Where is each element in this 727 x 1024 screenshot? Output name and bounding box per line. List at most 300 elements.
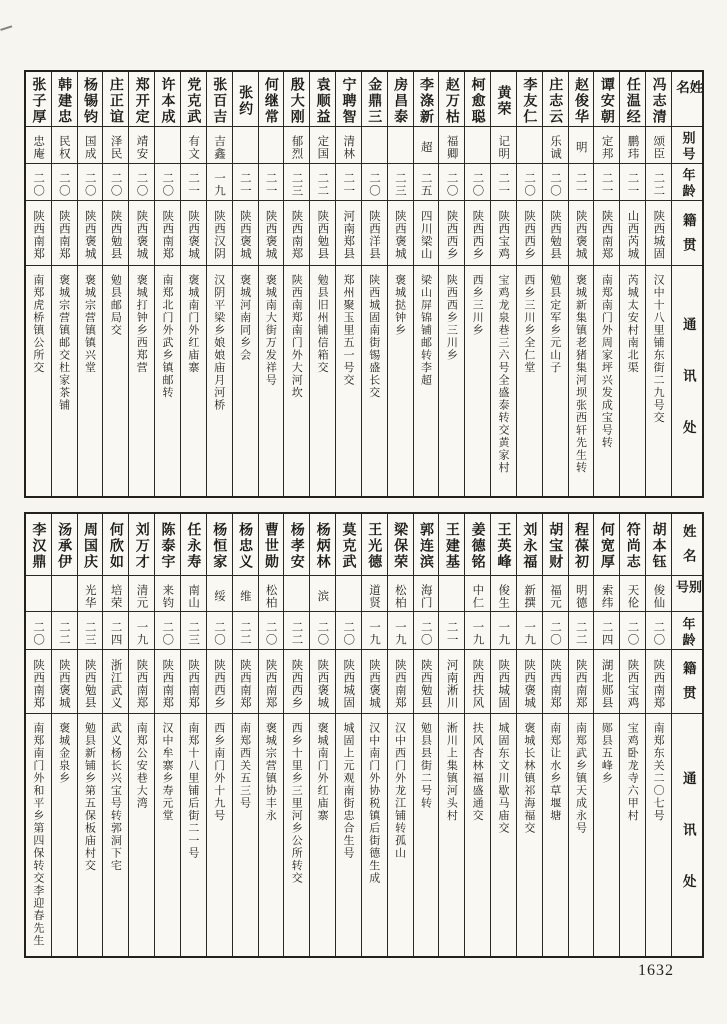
entry-age-cell	[259, 612, 284, 650]
entry-address-cell	[26, 266, 51, 496]
entry-origin-cell	[129, 201, 154, 266]
entry-name-cell	[362, 514, 387, 576]
entry-alias: 民权	[57, 135, 72, 160]
entry-age-cell	[491, 164, 516, 201]
entry-name-cell	[491, 514, 516, 576]
entry-alias: 道贤	[368, 583, 383, 609]
entry-alias-cell	[129, 127, 154, 164]
entry-age-cell	[620, 612, 645, 650]
entry-origin: 陕西洋县	[368, 210, 383, 260]
bottom-header-column	[671, 514, 702, 956]
entry-name-cell	[543, 514, 568, 576]
header-address-cell	[672, 266, 702, 496]
entry-age: 二〇	[109, 172, 124, 197]
register-entry-column	[335, 72, 361, 496]
entry-alias: 滨	[316, 589, 331, 603]
entry-name-cell	[336, 72, 361, 127]
entry-age: 二二	[238, 620, 253, 646]
entry-name-cell	[594, 514, 619, 576]
entry-age: 二〇	[445, 172, 460, 197]
entry-origin: 陕西褒城	[187, 210, 202, 260]
entry-alias-cell	[129, 576, 154, 612]
entry-age: 二〇	[135, 172, 150, 197]
entry-origin: 陕西南郑	[264, 658, 279, 709]
entry-address: 汉中南门外协税镇后街德生成	[367, 722, 381, 885]
entry-origin: 湖北郧县	[600, 658, 615, 709]
entry-name: 李汉鼎	[30, 522, 47, 570]
entry-age-cell	[362, 612, 387, 650]
entry-name-cell	[543, 72, 568, 127]
entry-name-cell	[388, 514, 413, 576]
entry-origin: 陕西勉县	[109, 210, 124, 260]
entry-alias: 俊仙	[652, 583, 667, 609]
entry-age: 一九	[368, 620, 383, 646]
entry-alias-cell	[284, 127, 309, 164]
entry-age: 二〇	[419, 620, 434, 646]
entry-age: 二一	[238, 172, 253, 197]
entry-alias-cell	[646, 127, 671, 164]
entry-alias: 天伦	[626, 583, 641, 609]
entry-age: 二〇	[161, 172, 176, 197]
entry-alias-cell	[310, 127, 335, 164]
entry-origin-cell	[646, 650, 671, 714]
entry-age: 二〇	[368, 172, 383, 197]
entry-address: 褒城打钟乡西郑营	[135, 274, 149, 374]
entry-alias: 松柏	[264, 583, 279, 609]
entry-age-cell	[181, 612, 206, 650]
entry-age: 二〇	[471, 172, 486, 197]
entry-alias-cell	[26, 127, 51, 164]
entry-name-cell	[259, 72, 284, 127]
entry-address: 南郑东关二〇七号	[652, 722, 666, 822]
entry-address-cell	[414, 266, 439, 496]
entry-name-cell	[207, 72, 232, 127]
entry-name-cell	[465, 72, 490, 127]
entry-origin-cell	[620, 201, 645, 266]
entry-name: 莫克武	[340, 522, 357, 570]
entry-address: 汉阴平梁乡娘娘庙月河桥	[212, 274, 226, 412]
entry-age: 二〇	[32, 172, 47, 197]
entry-origin: 陕西南郑	[32, 658, 47, 709]
entry-name: 符尚志	[624, 522, 641, 570]
register-entry-column	[645, 514, 671, 956]
entry-address: 武义杨长兴宝号转郭洞下宅	[109, 722, 123, 872]
entry-name-cell	[646, 72, 671, 127]
entry-alias: 定邦	[600, 135, 615, 160]
register-entry-column	[361, 514, 387, 956]
entry-alias: 乐诚	[548, 135, 563, 160]
entry-age: 二〇	[652, 620, 667, 646]
entry-age-cell	[181, 164, 206, 201]
register-entry-column	[568, 72, 594, 496]
entry-origin-cell	[103, 650, 128, 714]
entry-alias: 超	[419, 141, 434, 154]
entry-alias: 清林	[342, 135, 357, 160]
entry-address: 南郑虎桥镇公所交	[31, 274, 45, 374]
entry-origin-cell	[181, 650, 206, 714]
entry-name-cell	[439, 72, 464, 127]
entry-origin: 陕西褒城	[135, 210, 150, 260]
entry-origin: 陕西南郑	[290, 210, 305, 260]
entry-name: 张子厚	[30, 76, 47, 125]
entry-address-cell	[155, 714, 180, 956]
top-register-table	[24, 70, 704, 498]
entry-origin: 陕西南郑	[135, 658, 150, 709]
entry-name-cell	[414, 514, 439, 576]
entry-origin-cell	[594, 650, 619, 714]
entry-age: 二一	[574, 172, 589, 197]
entry-origin-cell	[543, 650, 568, 714]
entry-age: 二一	[626, 172, 641, 197]
entry-name: 张百吉	[211, 76, 228, 125]
register-entry-column	[51, 514, 77, 956]
entry-alias-cell	[103, 576, 128, 612]
entry-name: 庄志云	[547, 76, 564, 125]
entry-age: 一九	[523, 620, 538, 646]
entry-origin: 陕西城固	[652, 210, 667, 260]
entry-address-cell	[620, 266, 645, 496]
entry-alias: 泽民	[109, 135, 124, 160]
entry-alias: 颂臣	[652, 135, 667, 160]
entry-age: 二二	[290, 620, 305, 646]
entry-address-cell	[439, 714, 464, 956]
entry-alias-cell	[155, 576, 180, 612]
entry-address: 西乡三川乡	[471, 274, 485, 337]
entry-age-cell	[439, 612, 464, 650]
entry-alias: 新撰	[523, 583, 538, 609]
entry-origin-cell	[284, 650, 309, 714]
entry-origin-cell	[569, 201, 594, 266]
entry-age-cell	[594, 612, 619, 650]
entry-address-cell	[646, 714, 671, 956]
entry-age-cell	[78, 164, 103, 201]
entry-name: 杨忠义	[237, 522, 254, 570]
entry-address-cell	[388, 266, 413, 496]
entry-age-cell	[569, 612, 594, 650]
entry-name: 党克武	[185, 76, 202, 125]
entry-origin-cell	[491, 650, 516, 714]
entry-alias: 记明	[497, 135, 512, 160]
entry-address-cell	[129, 266, 154, 496]
entry-name: 刘永福	[521, 522, 538, 570]
entry-address-cell	[310, 266, 335, 496]
entry-address-cell	[103, 266, 128, 496]
entry-age: 二二	[574, 620, 589, 646]
entry-address: 汉中十八里铺东街二九号交	[652, 274, 666, 424]
entry-age-cell	[155, 612, 180, 650]
entry-alias-cell	[310, 576, 335, 612]
entry-origin-cell	[259, 650, 284, 714]
entry-name-cell	[26, 72, 51, 127]
entry-age: 二〇	[264, 620, 279, 646]
register-entry-column	[619, 514, 645, 956]
entry-origin: 陕西汉阴	[212, 210, 227, 260]
entry-name: 金鼎三	[366, 76, 383, 125]
register-entry-column	[51, 72, 77, 496]
entry-origin: 陕西南郑	[652, 658, 667, 709]
entry-address: 扶风杏林福盛通交	[471, 722, 485, 822]
register-entry-column	[26, 514, 51, 956]
entry-address: 西乡十里乡三里河乡公所转交	[290, 722, 304, 885]
entry-origin-cell	[388, 201, 413, 266]
entry-name: 许本成	[159, 76, 176, 125]
entry-age-cell	[103, 164, 128, 201]
entry-name: 刘万才	[133, 522, 150, 570]
entry-name-cell	[181, 514, 206, 576]
register-entry-column	[180, 72, 206, 496]
entry-age: 二二	[316, 172, 331, 197]
entry-name: 梁保荣	[392, 522, 409, 570]
entry-name-cell	[26, 514, 51, 576]
entry-age: 一九	[497, 620, 512, 646]
entry-origin: 陕西褒城	[393, 210, 408, 260]
entry-address-cell	[259, 714, 284, 956]
entry-name: 王建基	[443, 522, 460, 570]
register-entry-column	[593, 514, 619, 956]
entry-address-cell	[465, 266, 490, 496]
header-name-label: 姓名	[673, 80, 702, 105]
entry-alias: 忠庵	[32, 135, 47, 160]
entry-name-cell	[620, 514, 645, 576]
entry-address-cell	[465, 714, 490, 956]
entry-name: 庄正谊	[107, 76, 124, 125]
entry-alias-cell	[207, 127, 232, 164]
entry-alias: 郁烈	[290, 135, 305, 160]
entry-name: 任温经	[624, 76, 641, 125]
entry-origin: 陕西南郑	[187, 658, 202, 709]
entry-address-cell	[52, 266, 77, 496]
entry-origin: 陕西西乡	[212, 658, 227, 709]
entry-origin: 陕西褒城	[57, 658, 72, 709]
entry-name-cell	[414, 72, 439, 127]
entry-origin-cell	[155, 201, 180, 266]
register-entry-column	[438, 72, 464, 496]
entry-age-cell	[646, 164, 671, 201]
entry-age-cell	[26, 164, 51, 201]
entry-address: 淅川上集镇河头村	[445, 722, 459, 822]
register-entry-column	[102, 72, 128, 496]
entry-age-cell	[310, 164, 335, 201]
register-entry-column	[516, 514, 542, 956]
entry-address: 褒城南大街万发祥号	[264, 274, 278, 387]
entry-name: 周国庆	[82, 522, 99, 570]
entry-origin: 陕西南郑	[238, 658, 253, 709]
entry-address: 褒城南门外红庙寨	[186, 274, 200, 374]
entry-alias-cell	[336, 127, 361, 164]
register-entry-column	[387, 514, 413, 956]
register-entry-column	[77, 72, 103, 496]
entry-alias-cell	[543, 127, 568, 164]
entry-origin-cell	[439, 650, 464, 714]
entry-name: 宁聘智	[340, 76, 357, 125]
entry-address: 勉县县街二号转	[419, 722, 433, 810]
entry-name: 任永寿	[185, 522, 202, 570]
entry-alias-cell	[233, 127, 258, 164]
entry-name-cell	[465, 514, 490, 576]
entry-address-cell	[569, 714, 594, 956]
entry-address-cell	[543, 266, 568, 496]
header-name-cell	[672, 514, 702, 576]
entry-address-cell	[78, 714, 103, 956]
entry-origin-cell	[517, 650, 542, 714]
entry-address: 城固东文川歇马庙交	[497, 722, 511, 835]
entry-origin-cell	[465, 201, 490, 266]
entry-name: 杨炳林	[314, 522, 331, 570]
entry-alias-cell	[543, 576, 568, 612]
entry-name: 赵俊华	[573, 76, 590, 125]
entry-age-cell	[336, 612, 361, 650]
entry-origin: 陕西西乡	[445, 210, 460, 260]
header-origin-cell	[672, 650, 702, 714]
entry-age: 二一	[264, 172, 279, 197]
entry-age-cell	[594, 164, 619, 201]
entry-age: 二〇	[548, 172, 563, 197]
entry-address-cell	[336, 714, 361, 956]
header-age-label: 年龄	[679, 168, 695, 200]
entry-age: 二三	[83, 620, 98, 646]
entry-address-cell	[207, 714, 232, 956]
entry-name-cell	[181, 72, 206, 127]
register-entry-column	[232, 514, 258, 956]
entry-age-cell	[439, 164, 464, 201]
entry-alias: 松柏	[393, 583, 408, 609]
entry-origin-cell	[414, 201, 439, 266]
register-entry-column	[309, 514, 335, 956]
header-alias-label: 别号	[679, 131, 695, 163]
entry-age-cell	[517, 164, 542, 201]
entry-origin-cell	[103, 201, 128, 266]
register-entry-column	[154, 514, 180, 956]
entry-alias-cell	[26, 576, 51, 612]
entry-name-cell	[388, 72, 413, 127]
entry-origin: 河南郑县	[342, 210, 357, 260]
entry-address-cell	[491, 714, 516, 956]
entry-name-cell	[259, 514, 284, 576]
entry-origin: 陕西城固	[497, 658, 512, 709]
entry-alias-cell	[594, 127, 619, 164]
entry-age-cell	[646, 612, 671, 650]
entry-alias: 吉鑫	[212, 135, 227, 160]
header-name-cell	[672, 72, 702, 127]
entry-alias: 索纬	[600, 583, 615, 609]
entry-age: 二一	[342, 172, 357, 197]
entry-name-cell	[52, 514, 77, 576]
entry-alias-cell	[620, 127, 645, 164]
entry-alias: 国成	[83, 135, 98, 160]
entry-age: 二一	[497, 172, 512, 197]
entry-age-cell	[52, 612, 77, 650]
entry-age: 一九	[471, 620, 486, 646]
entry-age: 一九	[393, 620, 408, 646]
entry-alias: 维	[238, 589, 253, 603]
entry-address-cell	[284, 714, 309, 956]
entry-name: 殷大刚	[288, 76, 305, 125]
entry-alias: 培荣	[109, 583, 124, 609]
register-entry-column	[26, 72, 51, 496]
entry-name: 何继常	[262, 76, 279, 125]
entry-age-cell	[543, 612, 568, 650]
entry-name: 张约	[237, 84, 254, 117]
entry-origin: 山西芮城	[626, 210, 641, 260]
entry-name-cell	[233, 514, 258, 576]
header-address-label: 通讯处	[679, 770, 696, 926]
entry-origin-cell	[26, 650, 51, 714]
entry-address: 陕西城固南街锡盛长交	[367, 274, 381, 399]
entry-origin-cell	[594, 201, 619, 266]
entry-address-cell	[594, 714, 619, 956]
entry-name: 胡本钰	[650, 522, 667, 570]
header-address-cell	[672, 714, 702, 956]
entry-age-cell	[388, 612, 413, 650]
entry-age: 二〇	[548, 620, 563, 646]
entry-age: 二二	[652, 172, 667, 197]
entry-alias: 明德	[574, 583, 589, 609]
register-entry-column	[464, 72, 490, 496]
entry-name-cell	[78, 514, 103, 576]
entry-name: 王英峰	[495, 522, 512, 570]
entry-origin-cell	[336, 201, 361, 266]
entry-name: 谭安朝	[598, 76, 615, 125]
entry-age-cell	[155, 164, 180, 201]
entry-alias-cell	[362, 576, 387, 612]
entry-name: 赵万枯	[443, 76, 460, 125]
page-number: 1632	[638, 962, 674, 979]
header-alias-cell	[672, 576, 702, 612]
entry-address-cell	[517, 266, 542, 496]
entry-age: 二三	[187, 620, 202, 646]
entry-origin-cell	[181, 201, 206, 266]
entry-age-cell	[465, 612, 490, 650]
register-entry-column	[490, 72, 516, 496]
entry-origin-cell	[465, 650, 490, 714]
entry-address-cell	[259, 266, 284, 496]
entry-origin-cell	[362, 201, 387, 266]
entry-alias-cell	[259, 127, 284, 164]
entry-origin: 陕西勉县	[548, 210, 563, 260]
entry-age: 一九	[212, 172, 227, 197]
entry-address-cell	[181, 266, 206, 496]
entry-alias: 海门	[419, 583, 434, 609]
entry-name-cell	[310, 72, 335, 127]
entry-alias: 来钧	[161, 583, 176, 609]
entry-age-cell	[207, 612, 232, 650]
entry-age: 一九	[135, 620, 150, 646]
entry-address-cell	[620, 714, 645, 956]
entry-age: 二三	[290, 172, 305, 197]
entry-alias-cell	[465, 127, 490, 164]
entry-age-cell	[491, 612, 516, 650]
entry-address: 宝鸡卧龙寺六甲村	[626, 722, 640, 822]
entry-alias-cell	[52, 576, 77, 612]
entry-address: 南郑让水乡草堰塘	[548, 722, 562, 822]
entry-name-cell	[103, 514, 128, 576]
entry-alias: 福元	[548, 583, 563, 609]
entry-origin: 陕西西乡	[471, 210, 486, 260]
entry-alias: 定国	[316, 135, 331, 160]
entry-origin-cell	[284, 201, 309, 266]
entry-origin-cell	[569, 650, 594, 714]
register-entry-column	[516, 72, 542, 496]
entry-address-cell	[233, 266, 258, 496]
bottom-register-table	[24, 512, 704, 958]
entry-age-cell	[233, 164, 258, 201]
entry-origin-cell	[491, 201, 516, 266]
entry-name-cell	[129, 72, 154, 127]
entry-age: 二〇	[626, 620, 641, 646]
entry-name: 房昌泰	[392, 76, 409, 125]
entry-alias-cell	[465, 576, 490, 612]
entry-address-cell	[181, 714, 206, 956]
